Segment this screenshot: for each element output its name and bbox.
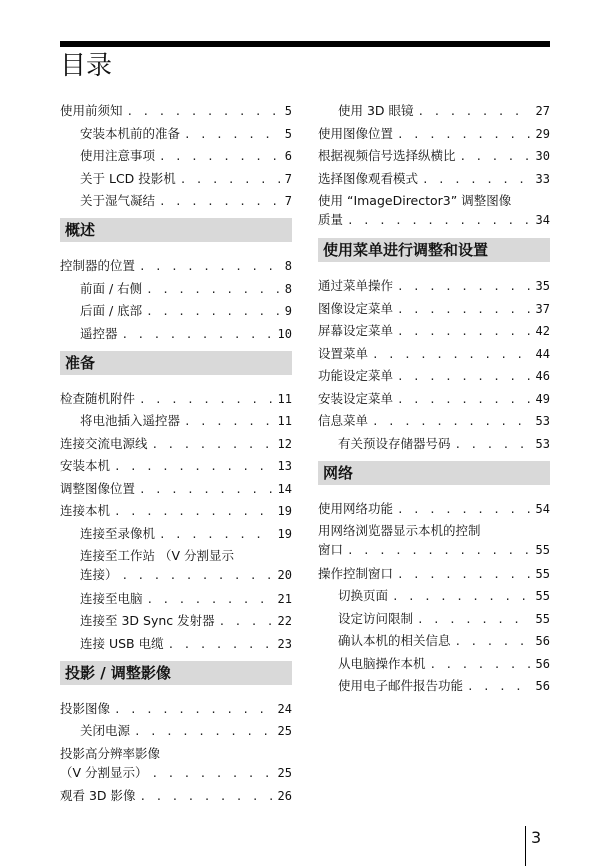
toc-entry[interactable]: 设置菜单 . . . 44 xyxy=(318,344,550,363)
toc-entry[interactable]: 使用 3D 眼镜 . . . 27 xyxy=(318,101,550,120)
toc-entry[interactable]: 调整图像位置 . . . 14 xyxy=(60,479,292,498)
toc-entry[interactable]: 投影高分辨率影像 （V 分割显示） . . . 25 xyxy=(60,744,292,783)
toc-entry[interactable]: 连接至电脑 . . . 21 xyxy=(60,589,292,608)
toc-entry[interactable]: 使用注意事项 . . . 6 xyxy=(60,146,292,165)
toc-entry[interactable]: 使用网络功能 . . . 54 xyxy=(318,499,550,518)
toc-entry[interactable]: 操作控制窗口 . . . 55 xyxy=(318,564,550,583)
toc-entry[interactable]: 功能设定菜单 . . . 46 xyxy=(318,366,550,385)
toc-entry[interactable]: 投影图像 . . . 24 xyxy=(60,699,292,718)
toc-entry[interactable]: 安装本机前的准备 . . . 5 xyxy=(60,124,292,143)
page-number-rule xyxy=(525,826,526,866)
toc-entry[interactable]: 连接交流电源线 . . . 12 xyxy=(60,434,292,453)
toc-entry[interactable]: 信息菜单 . . . 53 xyxy=(318,411,550,430)
toc-right-column xyxy=(318,101,550,699)
toc-entry[interactable]: 关闭电源 . . . 25 xyxy=(60,721,292,740)
section-heading: 准备 xyxy=(60,351,292,375)
toc-entry[interactable]: 选择图像观看模式 . . . 33 xyxy=(318,169,550,188)
toc-entry[interactable]: 使用电子邮件报告功能 . . . 56 xyxy=(318,676,550,695)
toc-entry[interactable]: 从电脑操作本机 . . . 56 xyxy=(318,654,550,673)
page-number: 3 xyxy=(531,828,542,847)
toc-entry[interactable]: 关于 LCD 投影机 . . . 7 xyxy=(60,169,292,188)
toc-entry[interactable]: 通过菜单操作 . . . 35 xyxy=(318,276,550,295)
toc-entry[interactable]: 安装本机 . . . 13 xyxy=(60,456,292,475)
toc-entry[interactable]: 屏幕设定菜单 . . . 42 xyxy=(318,321,550,340)
toc-left-column xyxy=(60,101,292,809)
section-heading: 网络 xyxy=(318,461,550,485)
toc-entry[interactable]: 连接至 3D Sync 发射器 . . . 22 xyxy=(60,611,292,630)
toc-entry[interactable]: 使用前须知 . . . 5 xyxy=(60,101,292,120)
toc-entry[interactable]: 遥控器 . . . 10 xyxy=(60,324,292,343)
toc-entry[interactable]: 连接 USB 电缆 . . . 23 xyxy=(60,634,292,653)
toc-entry[interactable]: 根据视频信号选择纵横比 . . . 30 xyxy=(318,146,550,165)
toc-entry[interactable]: 图像设定菜单 . . . 37 xyxy=(318,299,550,318)
page-title: 目录 xyxy=(60,51,113,81)
toc-entry[interactable]: 设定访问限制 . . . 55 xyxy=(318,609,550,628)
toc-entry[interactable]: 连接至工作站 （V 分割显示 连接） . . . 20 xyxy=(60,546,292,585)
toc-entry[interactable]: 连接本机 . . . 19 xyxy=(60,501,292,520)
toc-entry[interactable]: 安装设定菜单 . . . 49 xyxy=(318,389,550,408)
toc-entry[interactable]: 控制器的位置 . . . 8 xyxy=(60,256,292,275)
section-heading: 投影 / 调整影像 xyxy=(60,661,292,685)
toc-entry[interactable]: 确认本机的相关信息 . . . 56 xyxy=(318,631,550,650)
toc-entry[interactable]: 连接至录像机 . . . 19 xyxy=(60,524,292,543)
toc-entry[interactable]: 使用 “ImageDirector3” 调整图像 质量 . . . 34 xyxy=(318,191,550,230)
toc-entry[interactable]: 检查随机附件 . . . 11 xyxy=(60,389,292,408)
top-rule xyxy=(60,41,550,47)
toc-entry[interactable]: 前面 / 右侧 . . . 8 xyxy=(60,279,292,298)
toc-entry[interactable]: 关于湿气凝结 . . . 7 xyxy=(60,191,292,210)
toc-entry[interactable]: 将电池插入遥控器 . . . 11 xyxy=(60,411,292,430)
toc-entry[interactable]: 后面 / 底部 . . . 9 xyxy=(60,301,292,320)
toc-entry[interactable]: 观看 3D 影像 . . . 26 xyxy=(60,786,292,805)
toc-entry[interactable]: 有关预设存储器号码 . . . 53 xyxy=(318,434,550,453)
toc-entry[interactable]: 切换页面 . . . 55 xyxy=(318,586,550,605)
section-heading: 使用菜单进行调整和设置 xyxy=(318,238,550,262)
section-heading: 概述 xyxy=(60,218,292,242)
toc-entry[interactable]: 用网络浏览器显示本机的控制 窗口 . . . 55 xyxy=(318,521,550,560)
toc-entry[interactable]: 使用图像位置 . . . 29 xyxy=(318,124,550,143)
